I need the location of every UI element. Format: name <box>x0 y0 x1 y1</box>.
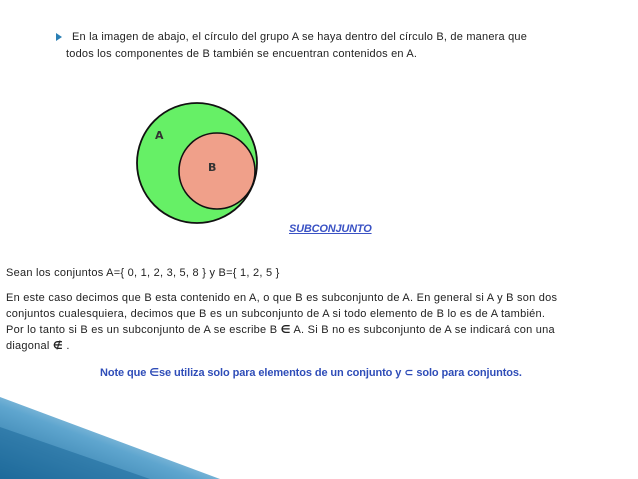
intro-text <box>66 29 586 63</box>
set-b-circle <box>179 133 255 209</box>
venn-diagram <box>130 99 270 224</box>
intro-line-1: En la imagen de abajo, el círculo del grupo A se haya dentro del círculo B, de manera que <box>72 31 528 43</box>
explanation-line-2: conjuntos cualesquiera, decimos que B es un subconjunto de A si todo elemento de B lo es de A también. <box>6 308 546 320</box>
explanation-line-3: Por lo tanto si B es un subconjunto de A se escribe B ∈ A. Si B no es subconjunto de A se indicará con una <box>6 324 555 336</box>
not-element-of-symbol: ∉ <box>52 340 64 352</box>
bullet-arrow-icon <box>56 33 62 41</box>
set-a-label: A <box>155 129 164 142</box>
subset-symbol: ⊂ <box>404 367 414 379</box>
subset-explanation <box>6 290 631 354</box>
element-symbol: ∈ <box>149 367 159 379</box>
intro-line-2: todos los componentes de B también se encuentran contenidos en A. <box>66 48 418 60</box>
note-text: Note que ∈se utiliza solo para elementos de un conjunto y ⊂ solo para conjuntos. <box>100 367 522 379</box>
subtitle-subconjunto: SUBCONJUNTO <box>289 223 372 235</box>
element-of-symbol: ∈ <box>280 324 291 336</box>
explanation-line-1: En este caso decimos que B esta contenido en A, o que B es subconjunto de A. En general si A y B son dos <box>6 292 558 304</box>
set-b-label: B <box>208 161 217 174</box>
corner-decoration <box>0 397 220 479</box>
explanation-line-4: diagonal ∉ . <box>6 340 70 352</box>
sets-definition: Sean los conjuntos A={ 0, 1, 2, 3, 5, 8 } y B={ 1, 2, 5 } <box>6 267 280 279</box>
